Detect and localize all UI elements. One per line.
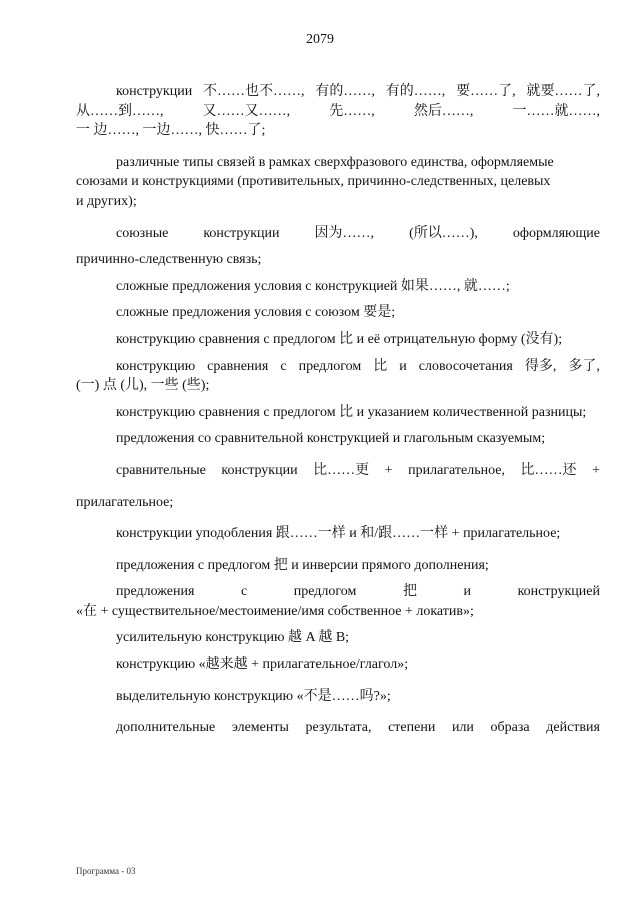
text-line: «在 + существительное/местоимение/имя собственное + локатив»;: [76, 603, 474, 619]
text-line: усилительную конструкцию 越 A 越 B;: [116, 630, 350, 646]
text-line: конструкцию сравнения с предлогом 比 и её отрицательную форму (没有);: [116, 331, 563, 347]
paragraph-gap: [76, 296, 600, 303]
text-line: сложные предложения условия с союзом 要是;: [116, 305, 396, 321]
text-line: конструкцию сравнения с предлогом 比 и указанием количественной разницы;: [116, 404, 587, 420]
text-line: 一 边……, 一边……, 快……了;: [76, 123, 266, 139]
text-line: сравнительные конструкции 比……更 + прилагательное, 比……还 +: [116, 462, 600, 478]
paragraph-gap: [76, 512, 600, 524]
paragraph-gap: [76, 270, 600, 277]
text-line: конструкцию сравнения с предлогом 比 и словосочетания 得多, 多了,: [116, 358, 600, 374]
text-line: конструкции 不……也不……, 有的……, 有的……, 要……了, 就要……了,: [116, 84, 600, 99]
paragraph-gap: [76, 422, 600, 429]
paragraph-gap: [76, 481, 600, 493]
text-line: конструкции уподобления 跟……一样 и 和/跟……一样 + прилагательное;: [116, 526, 561, 542]
document-body: [76, 82, 600, 738]
text-line: конструкцию «越来越 + прилагательное/глагол»;: [116, 657, 409, 673]
text-line: различные типы связей в рамках сверхфразового единства, оформляемые: [116, 154, 554, 170]
text-line: союзами и конструкциями (противительных, причинно-следственных, целевых: [76, 174, 551, 190]
text-line: 从……到……, 又……又……, 先……, 然后……, 一……就……,: [76, 103, 600, 119]
paragraph-gap: [76, 449, 600, 461]
text-line: союзные конструкции 因为……, (所以……), оформляющие: [116, 225, 600, 241]
text-line: и других);: [76, 193, 137, 209]
paragraph-gap: [76, 323, 600, 330]
paragraph-gap: [76, 675, 600, 687]
paragraph-gap: [76, 212, 600, 224]
text-line: выделительную конструкцию «不是……吗?»;: [116, 688, 391, 704]
text-line: прилагательное;: [76, 494, 174, 510]
paragraph-gap: [76, 350, 600, 357]
text-line: предложения с предлогом 把 и конструкцией: [116, 584, 600, 600]
page-footer: Программа - 03: [76, 866, 136, 876]
text-line: предложения с предлогом 把 и инверсии прямого дополнения;: [116, 557, 489, 573]
text-line: предложения со сравнительной конструкцией и глагольным сказуемым;: [116, 431, 546, 447]
text-line: причинно-следственную связь;: [76, 252, 262, 268]
paragraph-gap: [76, 243, 600, 250]
text-line: (一) 点 (儿), 一些 (些);: [76, 378, 210, 394]
paragraph-gap: [76, 648, 600, 655]
paragraph-gap: [76, 141, 600, 153]
paragraph-gap: [76, 621, 600, 628]
paragraph-gap: [76, 396, 600, 403]
paragraph-gap: [76, 706, 600, 718]
text-line: сложные предложения условия с конструкцией 如果……, 就……;: [116, 278, 510, 294]
paragraph-gap: [76, 544, 600, 556]
paragraph-gap: [76, 575, 600, 582]
text-line: дополнительные элементы результата, степени или образа действия: [116, 720, 600, 736]
page-number: 2079: [306, 32, 334, 47]
